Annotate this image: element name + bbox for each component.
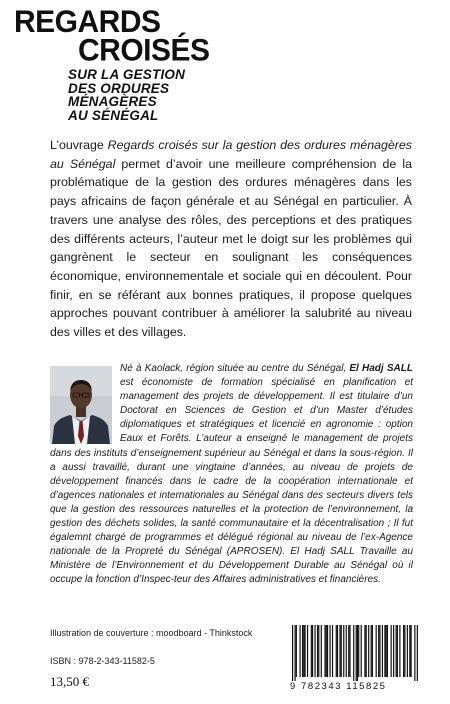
barcode-bar	[407, 625, 408, 677]
barcode-bar	[303, 625, 304, 677]
barcode-bar	[417, 625, 418, 681]
barcode-bar	[299, 625, 300, 677]
barcode-bar	[292, 625, 293, 681]
isbn-barcode	[292, 625, 418, 681]
author-bio-start: Né à Kaolack, région située au centre du Sénégal,	[120, 363, 350, 374]
barcode-bar	[364, 625, 365, 677]
book-summary	[50, 136, 412, 342]
barcode-bar	[391, 625, 392, 677]
book-subtitle-line-2: DES ORDURES	[68, 80, 170, 96]
barcode-bar	[307, 625, 308, 677]
barcode-bar	[336, 625, 337, 677]
barcode-bar	[346, 625, 347, 677]
barcode-bar	[357, 625, 358, 681]
barcode-bar	[399, 625, 400, 677]
barcode-bar	[387, 625, 388, 677]
summary-intro: L’ouvrage	[50, 138, 108, 152]
barcode-bar	[302, 625, 303, 677]
barcode-bar	[349, 625, 350, 677]
barcode-bar	[371, 625, 372, 677]
book-subtitle-line-3: MÉNAGÈRES	[68, 94, 157, 109]
barcode-bar	[337, 625, 338, 677]
book-title-line-2: CROISÉS	[78, 33, 210, 68]
barcode-bar	[378, 625, 379, 677]
isbn-number: ISBN : 978-2-343-11582-5	[50, 656, 155, 666]
book-title-line-1: REGARDS	[14, 4, 161, 40]
barcode-bar	[397, 625, 398, 677]
barcode-bar	[356, 625, 357, 681]
barcode-bar	[329, 625, 330, 677]
barcode-digits: 9 782343 115825	[290, 681, 387, 692]
book-price: 13,50 €	[50, 674, 89, 689]
author-biography	[50, 362, 413, 588]
barcode-bar	[332, 625, 333, 677]
barcode-bar	[409, 625, 410, 677]
barcode-bar	[386, 625, 387, 677]
barcode-bar	[339, 625, 340, 677]
book-subtitle-line-4: AU SÉNÉGAL	[68, 107, 159, 123]
barcode-bar	[396, 625, 397, 677]
barcode-bar	[379, 625, 380, 677]
book-subtitle-line-1: SUR LA GESTION	[68, 67, 186, 82]
summary-body: permet d’avoir une meilleure compréhension de la problématique de la gestion des ordures ménagères dans les pays africains de façon générale et au Sénégal en particulier. À travers une analyse des rôles, des perceptions et des pratiques des différents acteurs, l’auteur met le doigt sur les problèmes qui gangrènent le secteur en soulignant les conséquences économique, environnementale et sociale qui en découlent. Pour finir, en se référant aux bonnes pratiques, il propose quelques approches pouvant contribuer à améliorer la salubrité au niveau des villes et des villages.	[50, 156, 412, 340]
barcode-bar	[372, 625, 373, 677]
barcode-bar	[361, 625, 362, 677]
book-subtitle	[68, 68, 185, 122]
author-bio-rest: est économiste de formation spécialisé en planification et management des projets de développement. Il est titulaire d’un Doctorat en Sciences de Gestion et d’un Master d’études diplomatiques et stratégiques et licencié en agronomie : option Eaux et Forêts. L’auteur a enseigné le management de projets dans des instituts d’enseignement supérieur au Sénégal et dans la sous-région. Il a aussi travaillé, durant une vingtaine d’années, au niveau de projets de développement financés dans le cadre de la coopération internationale et d’agences nationales et internationales au Sénégal dans des secteurs divers tels que la gestion des ressources naturelles et la protection de l’environnement, la gestion des déchets solides, la santé communautaire et la décentralisation ; Il fut égalemnt chargé de programmes et délégué régional au niveau de l’ex-Agence nationale de la Propreté du Sénégal (APROSEN). El Hadj SALL Travaille au Ministère de l’Environnement et du Développement Durable au Sénégal où il occupe la fonction d’Inspec-teur des Affaires administratives et financières.	[50, 377, 413, 586]
barcode-bar	[318, 625, 319, 677]
barcode-bar	[376, 625, 377, 677]
barcode-bar	[384, 625, 385, 677]
barcode-bar	[353, 625, 354, 681]
barcode-bar	[324, 625, 325, 677]
barcode-bars	[292, 625, 418, 681]
barcode-bar	[311, 625, 312, 677]
book-title	[14, 4, 210, 68]
barcode-bar	[326, 625, 327, 677]
barcode-bar	[368, 625, 369, 677]
barcode-bar	[296, 625, 297, 677]
barcode-bar	[341, 625, 342, 677]
barcode-bar	[403, 625, 404, 677]
barcode-bar	[404, 625, 405, 677]
summary-book-title: Regards croisés sur la gestion des ordures ménagères au Sénégal	[50, 138, 412, 171]
barcode-bar	[295, 625, 296, 681]
barcode-bar	[414, 625, 415, 681]
barcode-bar	[411, 625, 412, 677]
barcode-bar	[348, 625, 349, 677]
barcode-bar	[321, 625, 322, 677]
barcode-bar	[343, 625, 344, 677]
author-name: El Hadj SALL	[349, 363, 413, 374]
barcode-bar	[366, 625, 367, 677]
barcode-bar	[312, 625, 313, 677]
barcode-bar	[393, 625, 394, 677]
barcode-bar	[358, 625, 359, 677]
barcode-bar	[314, 625, 315, 677]
barcode-bar	[327, 625, 328, 677]
barcode-bar	[317, 625, 318, 677]
barcode-bar	[382, 625, 383, 677]
barcode-bar	[304, 625, 305, 677]
cover-illustration-credit: Illustration de couverture : moodboard - Thinkstock	[50, 628, 253, 638]
